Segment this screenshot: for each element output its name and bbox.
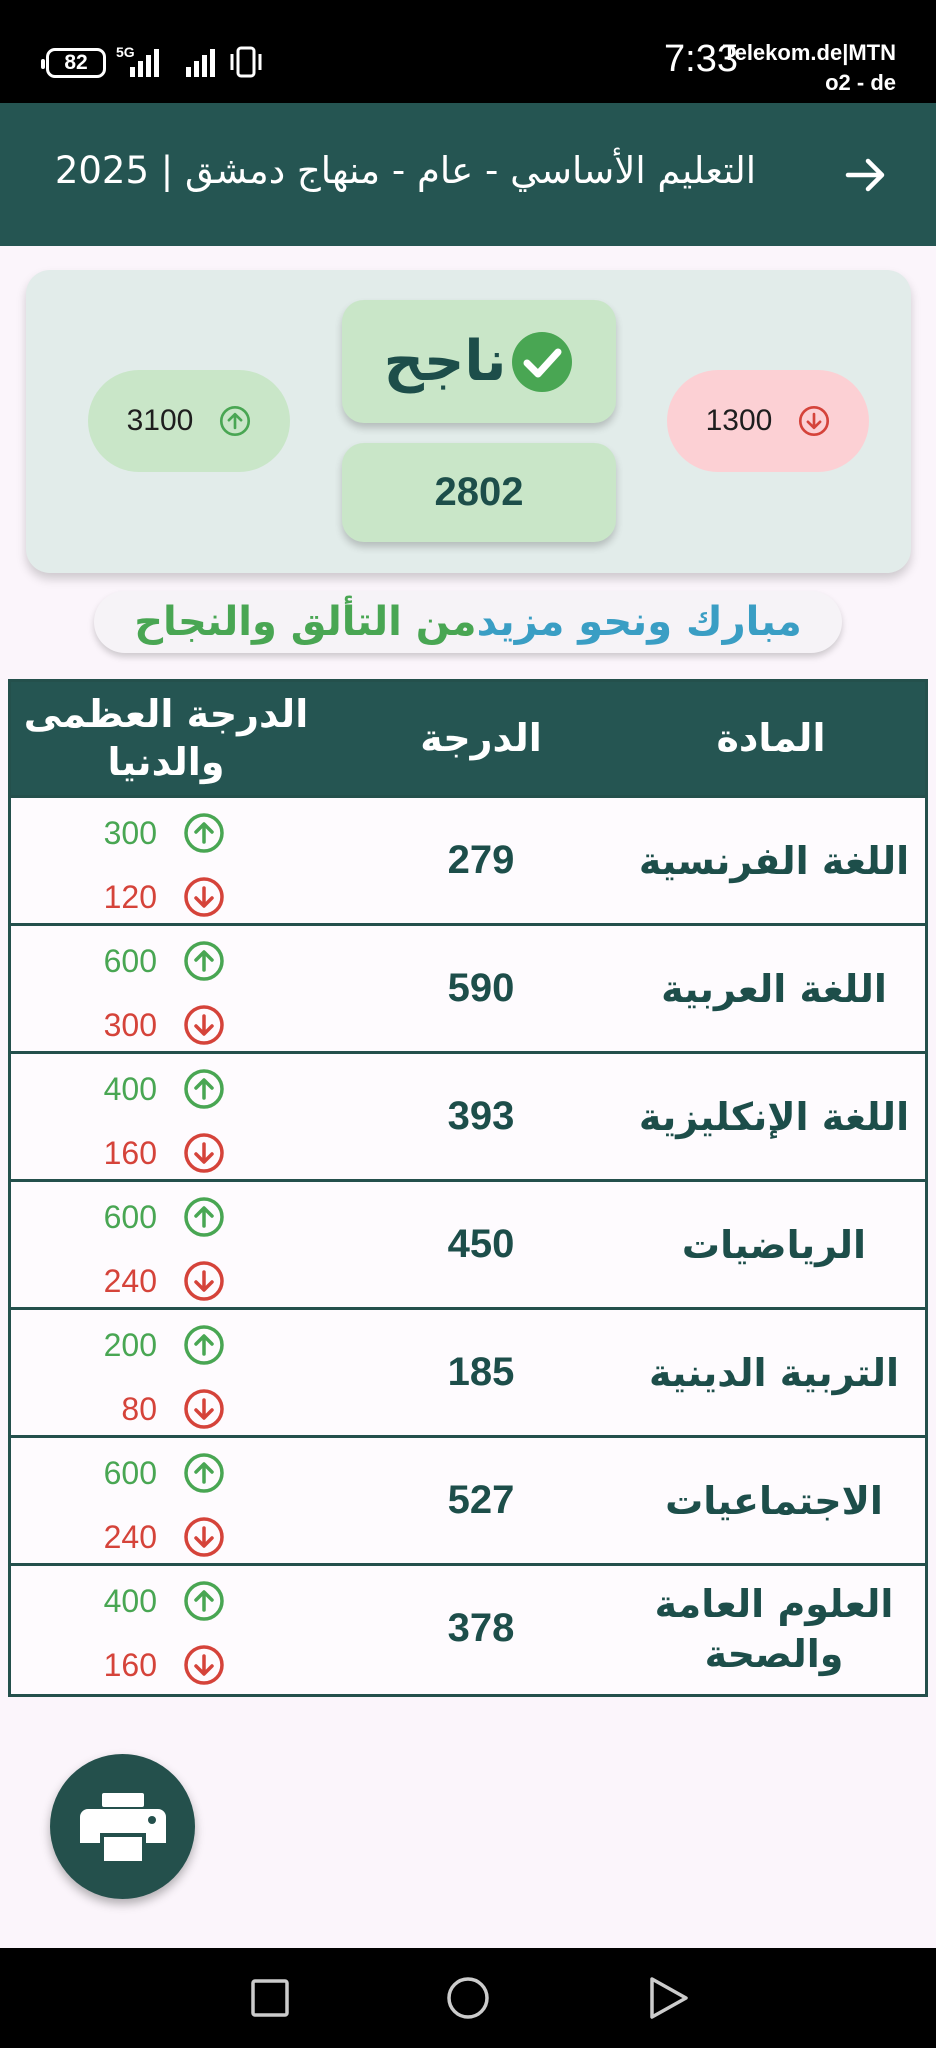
arrow-up-circle-icon <box>183 1452 225 1494</box>
subject-grade: 185 <box>447 1350 515 1394</box>
result-status: ناجح <box>383 329 507 394</box>
min-grade-value: 300 <box>103 1006 157 1043</box>
arrow-down-circle-icon <box>798 405 830 437</box>
subject-grade: 378 <box>447 1606 515 1650</box>
network-type: 5G <box>116 44 135 60</box>
subject-name: التربية الدينية <box>648 1350 900 1395</box>
min-grade-value: 240 <box>103 1518 157 1555</box>
min-grade-value: 160 <box>103 1134 157 1171</box>
result-status-box <box>342 300 616 423</box>
subject-grade: 450 <box>447 1222 515 1266</box>
battery-indicator: 82 <box>46 48 106 78</box>
min-grade <box>93 1516 225 1558</box>
table-header <box>11 682 925 798</box>
arrow-down-circle-icon <box>183 1004 225 1046</box>
recent-apps-icon[interactable] <box>246 1974 294 2022</box>
max-grade <box>93 1580 225 1622</box>
table-row <box>11 1438 925 1566</box>
signal-icon <box>130 45 159 77</box>
congrats-text-1: مبارك ونحو مزيد <box>476 599 802 645</box>
header-range: الدرجة العظمى والدنيا <box>23 692 309 784</box>
page-title: التعليم الأساسي - عام - منهاج دمشق | 2025 <box>54 149 756 192</box>
min-grade <box>93 1004 225 1046</box>
table-row <box>11 1310 925 1438</box>
arrow-up-circle-icon <box>183 1196 225 1238</box>
min-grade <box>93 1388 225 1430</box>
subject-name: العلوم العامة والصحة <box>654 1581 894 1676</box>
table-row <box>11 1566 925 1694</box>
back-icon[interactable] <box>644 1974 692 2022</box>
congrats-text-2: من التألق والنجاح <box>134 599 477 645</box>
max-grade-value: 400 <box>103 1582 157 1619</box>
min-grade-value: 80 <box>121 1390 157 1427</box>
max-grade-value: 600 <box>103 1198 157 1235</box>
arrow-up-circle-icon <box>183 1068 225 1110</box>
arrow-up-circle-icon <box>183 1580 225 1622</box>
max-total-value: 3100 <box>126 404 194 437</box>
max-grade-value: 200 <box>103 1326 157 1363</box>
min-grade-value: 240 <box>103 1262 157 1299</box>
arrow-down-circle-icon <box>183 1388 225 1430</box>
min-grade <box>93 1132 225 1174</box>
arrow-right-icon[interactable] <box>842 151 890 199</box>
max-total-pill <box>88 370 290 472</box>
table-row <box>11 798 925 926</box>
max-grade <box>93 940 225 982</box>
subject-grade: 590 <box>447 966 515 1010</box>
subject-name: الاجتماعيات <box>665 1478 883 1523</box>
arrow-down-circle-icon <box>183 876 225 918</box>
header-subject: المادة <box>716 716 826 760</box>
arrow-up-circle-icon <box>219 405 251 437</box>
subject-name: الرياضيات <box>681 1222 867 1267</box>
arrow-up-circle-icon <box>183 812 225 854</box>
max-grade-value: 300 <box>103 814 157 851</box>
max-grade <box>93 812 225 854</box>
table-row <box>11 1182 925 1310</box>
max-grade-value: 600 <box>103 1454 157 1491</box>
vibrate-icon <box>228 46 264 78</box>
carrier-label <box>723 38 896 98</box>
arrow-up-circle-icon <box>183 940 225 982</box>
print-button[interactable] <box>50 1754 195 1899</box>
carrier-line-1: Telekom.de|MTN <box>722 40 896 65</box>
max-grade <box>93 1324 225 1366</box>
header-grade: الدرجة <box>420 716 542 760</box>
max-grade <box>93 1196 225 1238</box>
min-total-value: 1300 <box>705 404 773 437</box>
congrats-banner <box>94 591 842 653</box>
max-grade-value: 400 <box>103 1070 157 1107</box>
check-circle-icon <box>510 330 574 394</box>
min-grade <box>93 1260 225 1302</box>
home-icon[interactable] <box>444 1974 492 2022</box>
arrow-down-circle-icon <box>183 1132 225 1174</box>
min-grade <box>93 876 225 918</box>
arrow-down-circle-icon <box>183 1644 225 1686</box>
max-grade <box>93 1452 225 1494</box>
subject-name: اللغة الفرنسية <box>638 838 910 883</box>
min-grade-value: 160 <box>103 1646 157 1683</box>
min-grade-value: 120 <box>103 878 157 915</box>
signal-icon-2 <box>186 45 215 77</box>
status-bar <box>0 0 936 103</box>
subject-grade: 393 <box>447 1094 515 1138</box>
arrow-down-circle-icon <box>183 1260 225 1302</box>
max-grade <box>93 1068 225 1110</box>
grades-table <box>8 679 928 1697</box>
printer-icon <box>80 1791 166 1863</box>
arrow-up-circle-icon <box>183 1324 225 1366</box>
table-row <box>11 926 925 1054</box>
table-row <box>11 1054 925 1182</box>
subject-grade: 527 <box>447 1478 515 1522</box>
min-grade <box>93 1644 225 1686</box>
clock: 7:33 <box>664 38 738 80</box>
summary-card <box>26 270 911 573</box>
max-grade-value: 600 <box>103 942 157 979</box>
app-bar <box>0 103 936 246</box>
system-nav-bar <box>0 1948 936 2048</box>
subject-name: اللغة العربية <box>661 966 887 1011</box>
total-score: 2802 <box>342 443 616 542</box>
carrier-line-2: o2 - de <box>825 70 896 95</box>
subject-grade: 279 <box>447 838 515 882</box>
arrow-down-circle-icon <box>183 1516 225 1558</box>
min-total-pill <box>667 370 869 472</box>
subject-name: اللغة الإنكليزية <box>638 1094 910 1139</box>
